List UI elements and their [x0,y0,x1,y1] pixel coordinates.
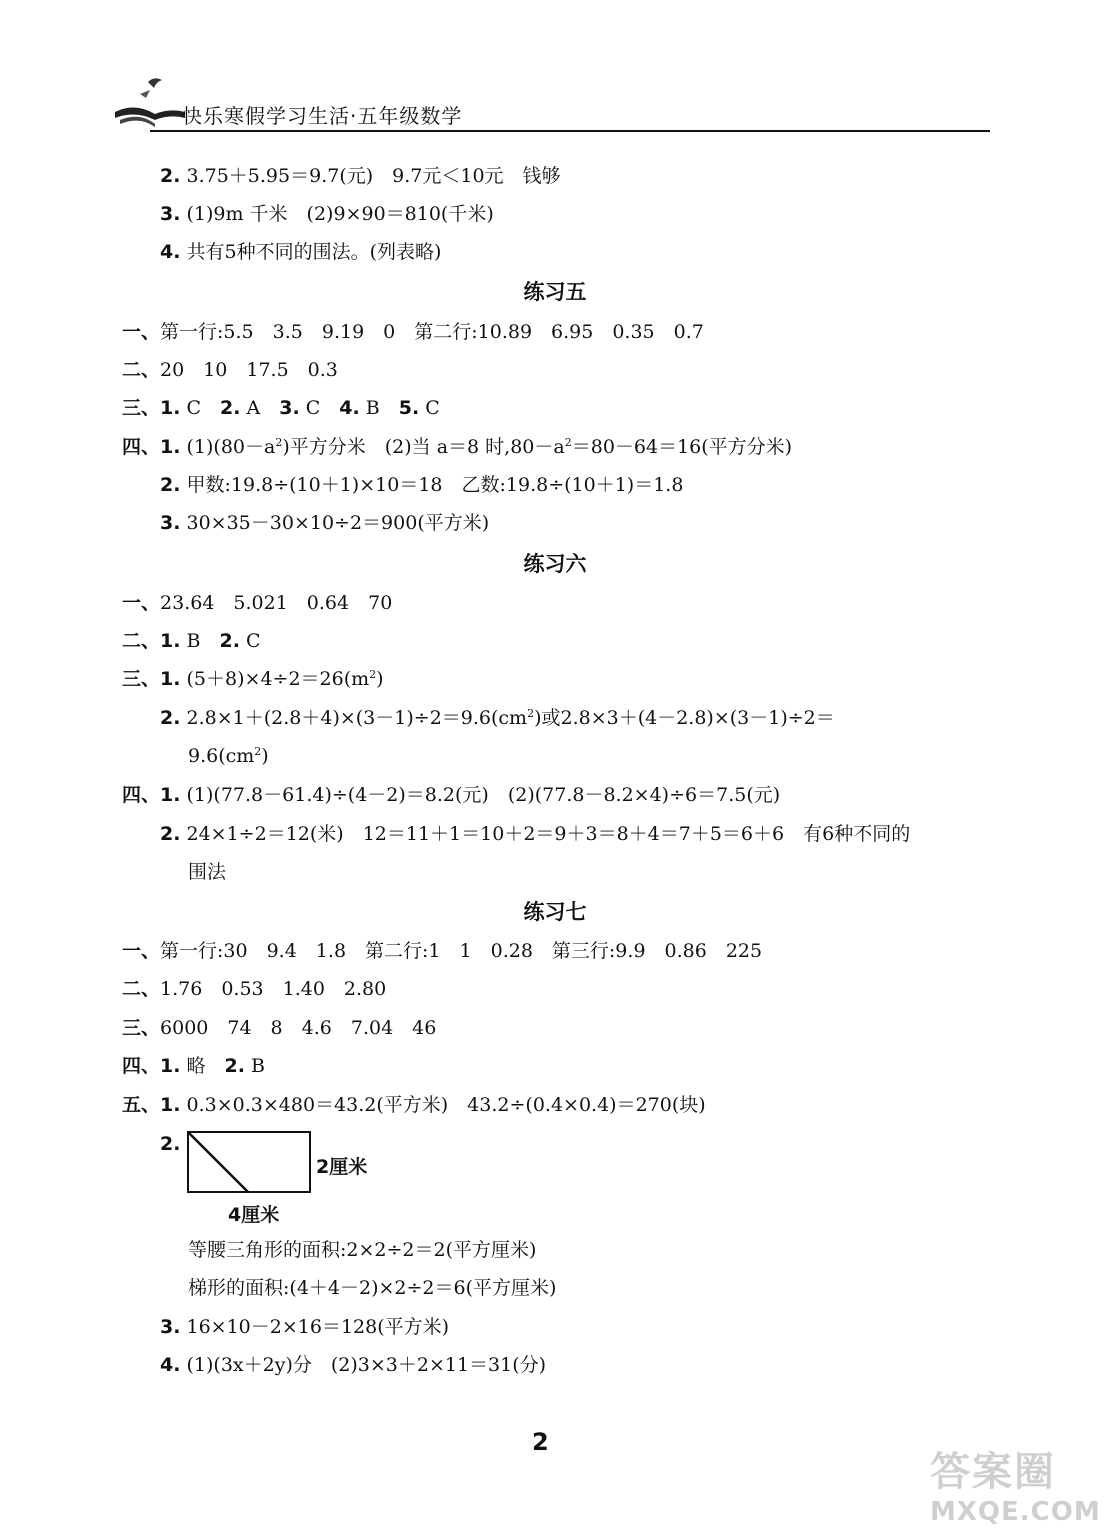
answer-text: B [359,397,399,419]
answer-line [160,704,835,732]
answer-text: (1)(3x＋2y)分 (2)3×3＋2×11＝31(分) [186,1354,547,1376]
answer-text: 共有5种不同的围法。(列表略) [186,241,442,263]
answer-line [188,1236,536,1264]
section-number: 三、 [122,397,161,419]
item-number: 2. [220,397,241,419]
answer-text: 2.8×1＋(2.8＋4)×(3－1)÷2＝9.6(cm [186,707,528,729]
answer-text: C [239,630,261,652]
figure-bottom-label: 4厘米 [228,1204,280,1226]
answer-line [160,509,489,537]
item-number: 3. [160,203,181,225]
answer-text: (1)(77.8－61.4)÷(4－2)＝8.2(元) (2)(77.8－8.2×4)÷6＝7.5(元) [186,784,781,806]
section-title-ex5: 练习五 [523,280,587,304]
section-number: 一、 [122,940,161,962]
page-number: 2 [532,1428,549,1456]
answer-line [160,200,494,228]
answer-line [160,1351,546,1379]
page-header [110,72,990,136]
section-number: 四、 [122,1055,161,1077]
watermark-url: MXQE.COM [930,1497,1101,1527]
item-number: 2. [219,630,240,652]
answer-line [122,781,780,809]
book-bird-logo-icon [110,72,190,132]
item-number: 2. [160,1133,181,1155]
section-number: 三、 [122,668,161,690]
answer-text: B [180,630,220,652]
answer-line [160,1130,180,1158]
answer-line [160,1313,449,1341]
watermark-logo-text: 答案圈 [930,1449,1056,1495]
answer-line [188,742,269,770]
answer-line [160,238,441,266]
rectangle-diagonal-diagram [186,1130,316,1196]
header-title: 快乐寒假学习生活·五年级数学 [182,104,463,128]
section-number: 二、 [122,630,161,652]
answer-text: (5＋8)×4÷2＝26(m [186,668,370,690]
answer-line [122,318,704,346]
item-number: 1. [160,784,181,806]
answer-line [122,627,261,655]
answer-text: 16×10－2×16＝128(平方米) [186,1316,450,1338]
item-number: 2. [160,165,181,187]
item-number: 4. [160,241,181,263]
answer-text: )平方分米 (2)当 a＝8 时,80－a [282,436,565,458]
item-number: 1. [160,630,181,652]
item-number: 2. [160,707,181,729]
answer-line [188,858,226,886]
section-number: 一、 [122,321,161,343]
section-number: 四、 [122,436,161,458]
answer-text: 3.75＋5.95＝9.7(元) 9.7元＜10元 钱够 [186,165,561,187]
answer-text: 9.6(cm [188,745,255,767]
answer-text: (1)9m 千米 (2)9×90＝810(千米) [186,203,494,225]
section-number: 二、 [122,359,161,381]
superscript: 2 [369,668,377,681]
answer-text: 0.3×0.3×480＝43.2(平方米) 43.2÷(0.4×0.4)＝270(块) [186,1094,706,1116]
answer-text: ) [376,668,384,690]
header-divider [150,130,990,132]
answer-line [188,1274,556,1302]
superscript: 2 [564,436,572,449]
answer-line [122,975,386,1003]
section-number: 三、 [122,1017,161,1039]
answer-text: 梯形的面积:(4＋4－2)×2÷2＝6(平方厘米) [188,1277,557,1299]
section-number: 四、 [122,784,161,806]
answer-text: 24×1÷2＝12(米) 12＝11＋1＝10＋2＝9＋3＝8＋4＝7＋5＝6＋6 有6种不同的 [186,823,911,845]
site-watermark [930,1440,1100,1530]
answer-line [122,433,792,461]
answer-line [160,162,561,190]
item-number: 2. [160,474,181,496]
answer-line [122,1052,265,1080]
answer-text: 围法 [188,861,227,883]
answer-text: C [299,397,340,419]
section-title-ex6: 练习六 [523,552,587,576]
answer-line [122,937,762,965]
answer-line [122,356,338,384]
item-number: 4. [339,397,360,419]
answer-line [122,665,384,693]
item-number: 1. [160,436,181,458]
section-title-ex7: 练习七 [523,900,587,924]
answer-text: 等腰三角形的面积:2×2÷2＝2(平方厘米) [188,1239,537,1261]
item-number: 1. [160,1094,181,1116]
answer-text: C [419,397,440,419]
item-number: 4. [160,1354,181,1376]
answer-text: ＝80－64＝16(平方分米) [571,436,793,458]
answer-text: A [240,397,280,419]
answer-text: B [244,1055,265,1077]
answer-text: 略 [180,1055,225,1077]
section-number: 五、 [122,1094,161,1116]
answer-line [160,471,683,499]
item-number: 1. [160,1055,181,1077]
answer-text: ) [261,745,269,767]
answer-line [122,1014,436,1042]
item-number: 3. [279,397,300,419]
item-number: 2. [224,1055,245,1077]
answer-text: 23.64 5.021 0.64 70 [160,592,393,614]
superscript: 2 [527,707,535,720]
answer-text: )或2.8×3＋(4－2.8)×(3－1)÷2＝ [534,707,835,729]
item-number: 3. [160,1316,181,1338]
figure-side-label: 2厘米 [316,1156,368,1178]
answer-line [122,589,392,617]
section-number: 二、 [122,978,161,1000]
answer-text: 6000 74 8 4.6 7.04 46 [160,1017,437,1039]
answer-text: 甲数:19.8÷(10＋1)×10＝18 乙数:19.8÷(10＋1)＝1.8 [186,474,684,496]
item-number: 2. [160,823,181,845]
answer-text: 20 10 17.5 0.3 [160,359,338,381]
answer-line [122,394,440,422]
answer-text: 1.76 0.53 1.40 2.80 [160,978,387,1000]
answer-text: 第一行:30 9.4 1.8 第二行:1 1 0.28 第三行:9.9 0.86 225 [160,940,763,962]
item-number: 5. [398,397,420,419]
item-number: 1. [160,397,181,419]
item-number: 3. [160,512,181,534]
answer-line [122,1091,706,1119]
answer-text: 第一行:5.5 3.5 9.19 0 第二行:10.89 6.95 0.35 0.7 [160,321,704,343]
superscript: 2 [254,745,262,758]
superscript: 2 [275,436,283,449]
answer-text: C [180,397,221,419]
answer-text: 30×35－30×10÷2＝900(平方米) [186,512,490,534]
trapezoid-figure [186,1130,386,1226]
section-number: 一、 [122,592,161,614]
answer-text: (1)(80－a [186,436,276,458]
answer-line [160,820,910,848]
item-number: 1. [160,668,181,690]
